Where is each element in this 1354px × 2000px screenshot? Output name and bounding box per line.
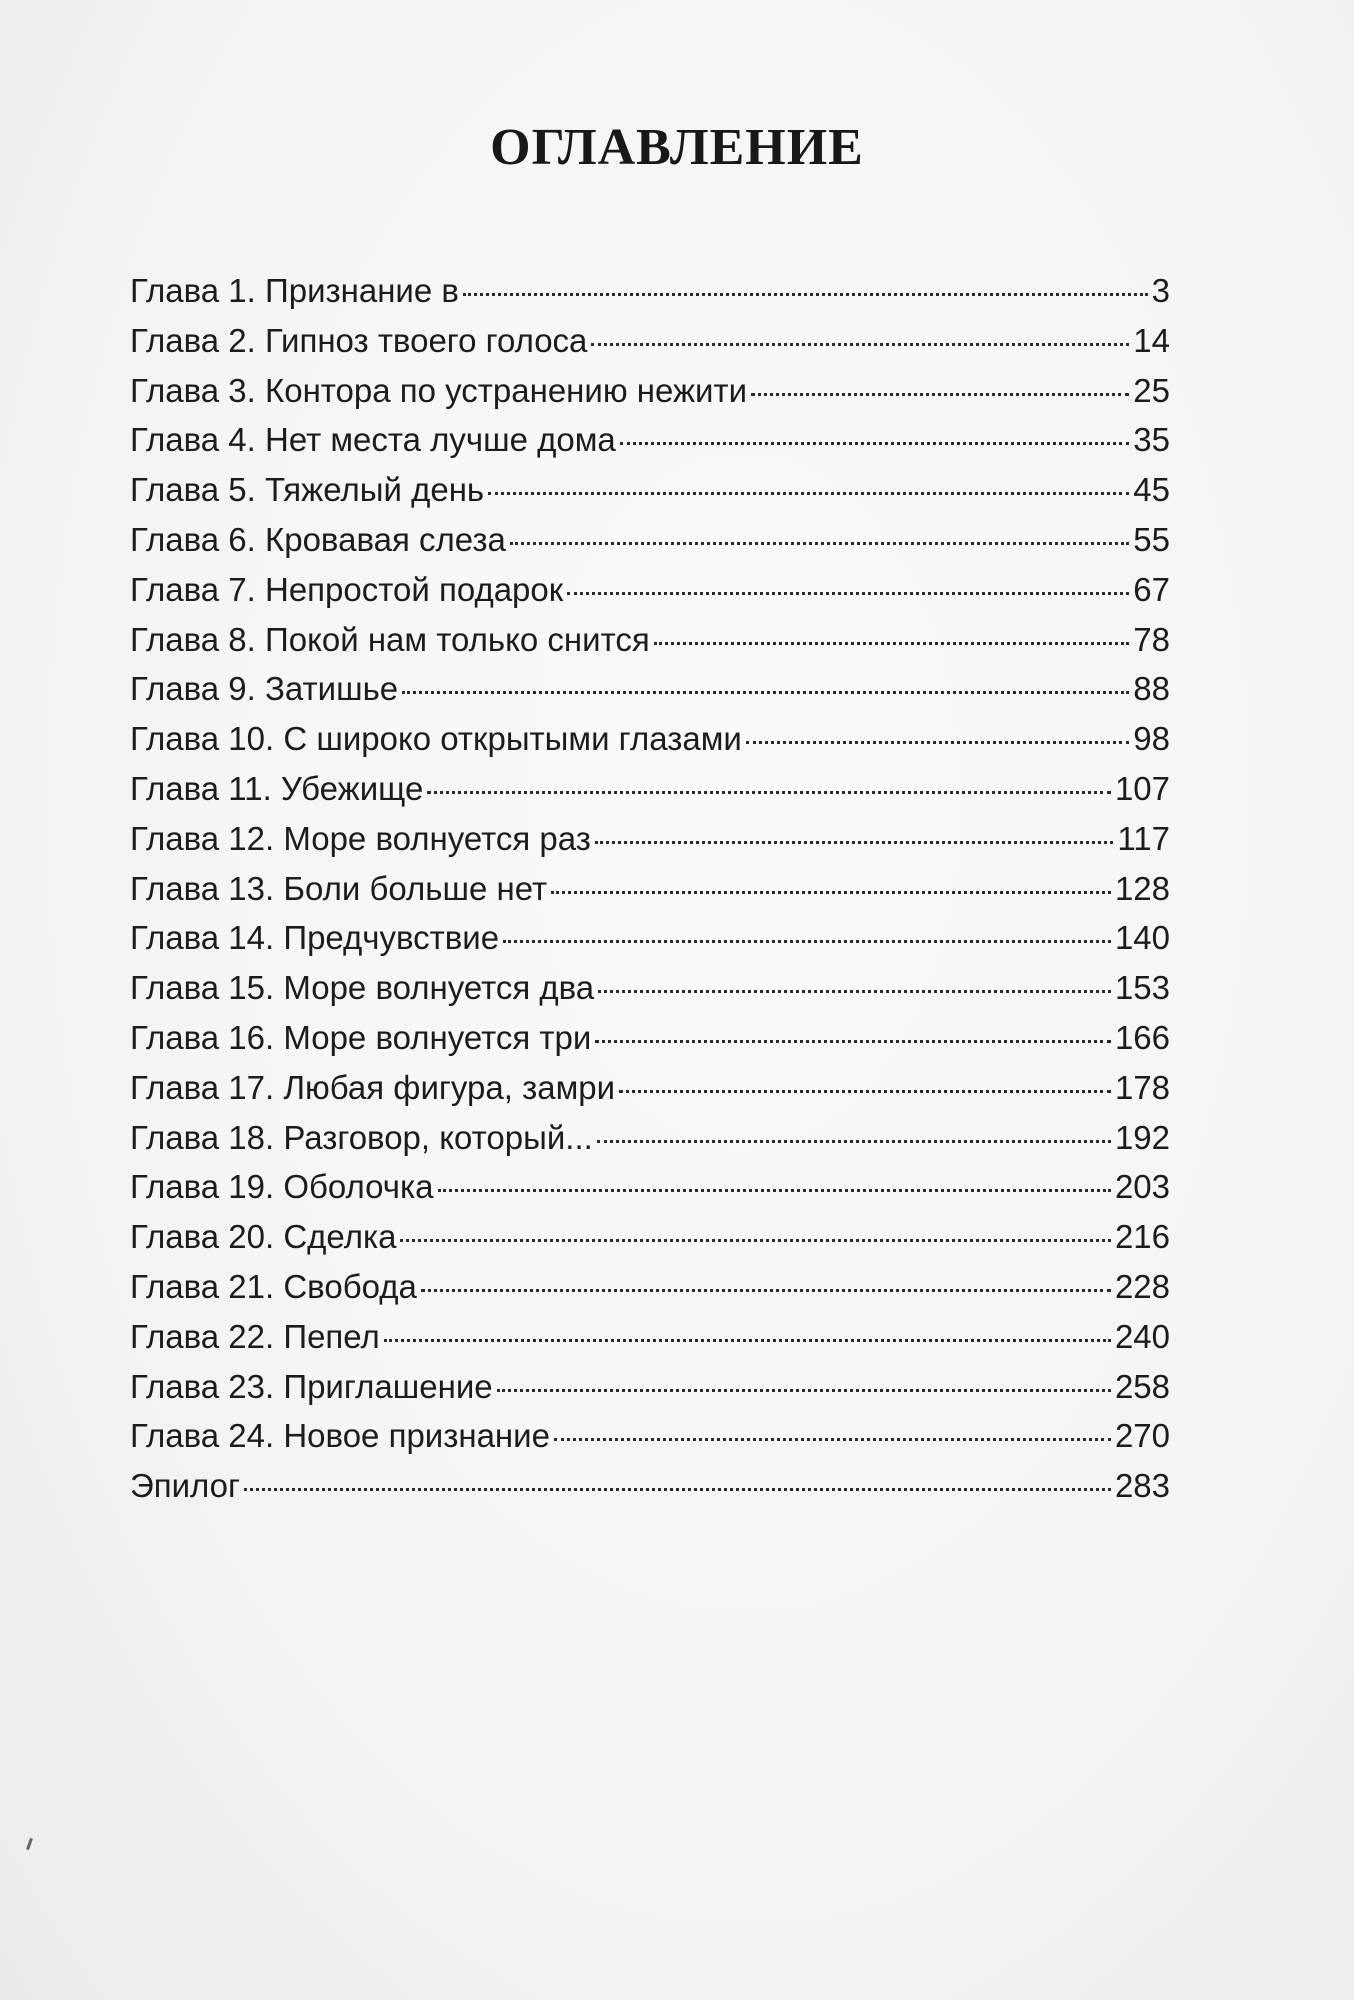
toc-entry — [130, 670, 1170, 720]
toc-dot-leader — [746, 741, 1129, 744]
toc-entry — [130, 322, 1170, 372]
toc-entry-label: Глава 21. Свобода — [130, 1267, 417, 1305]
toc-entry-label: Глава 6. Кровавая слеза — [130, 520, 506, 558]
toc-entry — [130, 770, 1170, 820]
toc-dot-leader — [402, 691, 1129, 694]
toc-entry-page-number: 67 — [1133, 570, 1170, 608]
toc-entry — [130, 1168, 1170, 1218]
toc-entry-label: Эпилог — [130, 1467, 241, 1505]
toc-entry — [130, 621, 1170, 671]
toc-entry-page-number: 117 — [1117, 819, 1170, 857]
toc-entry-label: Глава 15. Море волнуется два — [130, 969, 595, 1007]
toc-entry-page-number: 3 — [1151, 272, 1170, 309]
toc-entry-label: Глава 3. Контора по устранению нежити — [130, 371, 748, 409]
toc-dot-leader — [598, 990, 1111, 993]
toc-entry — [130, 1368, 1170, 1418]
toc-entry-page-number: 153 — [1114, 969, 1170, 1007]
toc-entry-page-number: 228 — [1114, 1267, 1170, 1305]
toc-entry-page-number: 166 — [1114, 1018, 1170, 1056]
toc-entry — [130, 1417, 1170, 1467]
toc-entry-label: Глава 17. Любая фигура, замри — [130, 1068, 616, 1106]
toc-dot-leader — [554, 1438, 1111, 1441]
toc-entry — [130, 272, 1170, 322]
toc-dot-leader — [654, 642, 1130, 645]
toc-entry-label: Глава 1. Признание в — [130, 272, 459, 309]
toc-entry — [130, 571, 1170, 621]
toc-entry-label: Глава 9. Затишье — [130, 670, 399, 708]
toc-entry-label: Глава 2. Гипноз твоего голоса — [130, 321, 588, 359]
toc-entry — [130, 372, 1170, 422]
toc-entry-page-number: 55 — [1133, 520, 1170, 558]
toc-entry-page-number: 107 — [1114, 769, 1170, 807]
toc-entry-label: Глава 10. С широко открытыми глазами — [130, 720, 742, 758]
toc-entry — [130, 1069, 1170, 1119]
toc-dot-leader — [463, 293, 1148, 296]
toc-entry — [130, 969, 1170, 1019]
toc-entry — [130, 521, 1170, 571]
toc-entry-page-number: 88 — [1133, 670, 1170, 708]
toc-dot-leader — [619, 1090, 1111, 1093]
toc-entry — [130, 1019, 1170, 1069]
toc-entry-page-number: 78 — [1133, 620, 1170, 658]
toc-entry-label: Глава 20. Сделка — [130, 1218, 397, 1256]
toc-entry — [130, 919, 1170, 969]
toc-entry-label: Глава 19. Оболочка — [130, 1168, 434, 1206]
toc-entry-label: Глава 5. Тяжелый день — [130, 471, 485, 509]
toc-entry-label: Глава 13. Боли больше нет — [130, 869, 548, 907]
page-title: ОГЛАВЛЕНИЕ — [490, 119, 864, 176]
toc-dot-leader — [595, 841, 1114, 844]
toc-entry-page-number: 283 — [1114, 1467, 1170, 1505]
toc-dot-leader — [244, 1488, 1111, 1491]
toc-entry-label: Глава 8. Покой нам только снится — [130, 620, 650, 658]
toc-dot-leader — [400, 1239, 1110, 1242]
toc-entry-page-number: 128 — [1114, 869, 1170, 907]
toc-entry — [130, 720, 1170, 770]
table-of-contents — [130, 272, 1170, 1517]
toc-entry-page-number: 35 — [1133, 421, 1170, 459]
toc-entry — [130, 820, 1170, 870]
toc-dot-leader — [620, 442, 1130, 445]
toc-entry-label: Глава 7. Непростой подарок — [130, 570, 564, 608]
toc-entry-label: Глава 23. Приглашение — [130, 1367, 493, 1405]
toc-dot-leader — [751, 393, 1129, 396]
toc-entry — [130, 1218, 1170, 1268]
toc-entry-page-number: 25 — [1133, 371, 1170, 409]
toc-dot-leader — [591, 343, 1129, 346]
toc-dot-leader — [567, 592, 1129, 595]
toc-entry — [130, 1268, 1170, 1318]
toc-entry-page-number: 203 — [1114, 1168, 1170, 1206]
toc-entry-label: Глава 16. Море волнуется три — [130, 1018, 592, 1056]
toc-entry-label: Глава 18. Разговор, который... — [130, 1118, 593, 1156]
page-speck — [26, 1838, 33, 1850]
toc-entry — [130, 870, 1170, 920]
toc-dot-leader — [438, 1189, 1111, 1192]
toc-entry — [130, 1119, 1170, 1169]
toc-entry-page-number: 14 — [1133, 321, 1170, 359]
toc-entry-page-number: 216 — [1114, 1218, 1170, 1256]
toc-entry — [130, 1318, 1170, 1368]
toc-entry-label: Глава 14. Предчувствие — [130, 919, 500, 957]
toc-dot-leader — [488, 492, 1129, 495]
toc-dot-leader — [510, 542, 1129, 545]
toc-entry-label: Глава 12. Море волнуется раз — [130, 819, 591, 857]
toc-dot-leader — [421, 1289, 1111, 1292]
toc-entry-page-number: 240 — [1114, 1317, 1170, 1355]
toc-entry — [130, 1467, 1170, 1517]
toc-entry-label: Глава 11. Убежище — [130, 769, 424, 807]
toc-entry-page-number: 140 — [1114, 919, 1170, 957]
toc-entry-label: Глава 4. Нет места лучше дома — [130, 421, 616, 459]
toc-entry-label: Глава 24. Новое признание — [130, 1417, 550, 1455]
toc-entry-page-number: 192 — [1114, 1118, 1170, 1156]
toc-entry — [130, 421, 1170, 471]
toc-entry-label: Глава 22. Пепел — [130, 1317, 380, 1355]
toc-entry-page-number: 98 — [1133, 720, 1170, 758]
toc-dot-leader — [427, 791, 1111, 794]
toc-dot-leader — [497, 1389, 1111, 1392]
toc-entry-page-number: 178 — [1114, 1068, 1170, 1106]
toc-dot-leader — [551, 891, 1111, 894]
toc-entry — [130, 471, 1170, 521]
toc-entry-page-number: 45 — [1133, 471, 1170, 509]
toc-dot-leader — [595, 1040, 1111, 1043]
toc-entry-page-number: 258 — [1114, 1367, 1170, 1405]
toc-dot-leader — [503, 940, 1111, 943]
toc-dot-leader — [597, 1140, 1111, 1143]
toc-entry-page-number: 270 — [1114, 1417, 1170, 1455]
toc-dot-leader — [384, 1339, 1111, 1342]
